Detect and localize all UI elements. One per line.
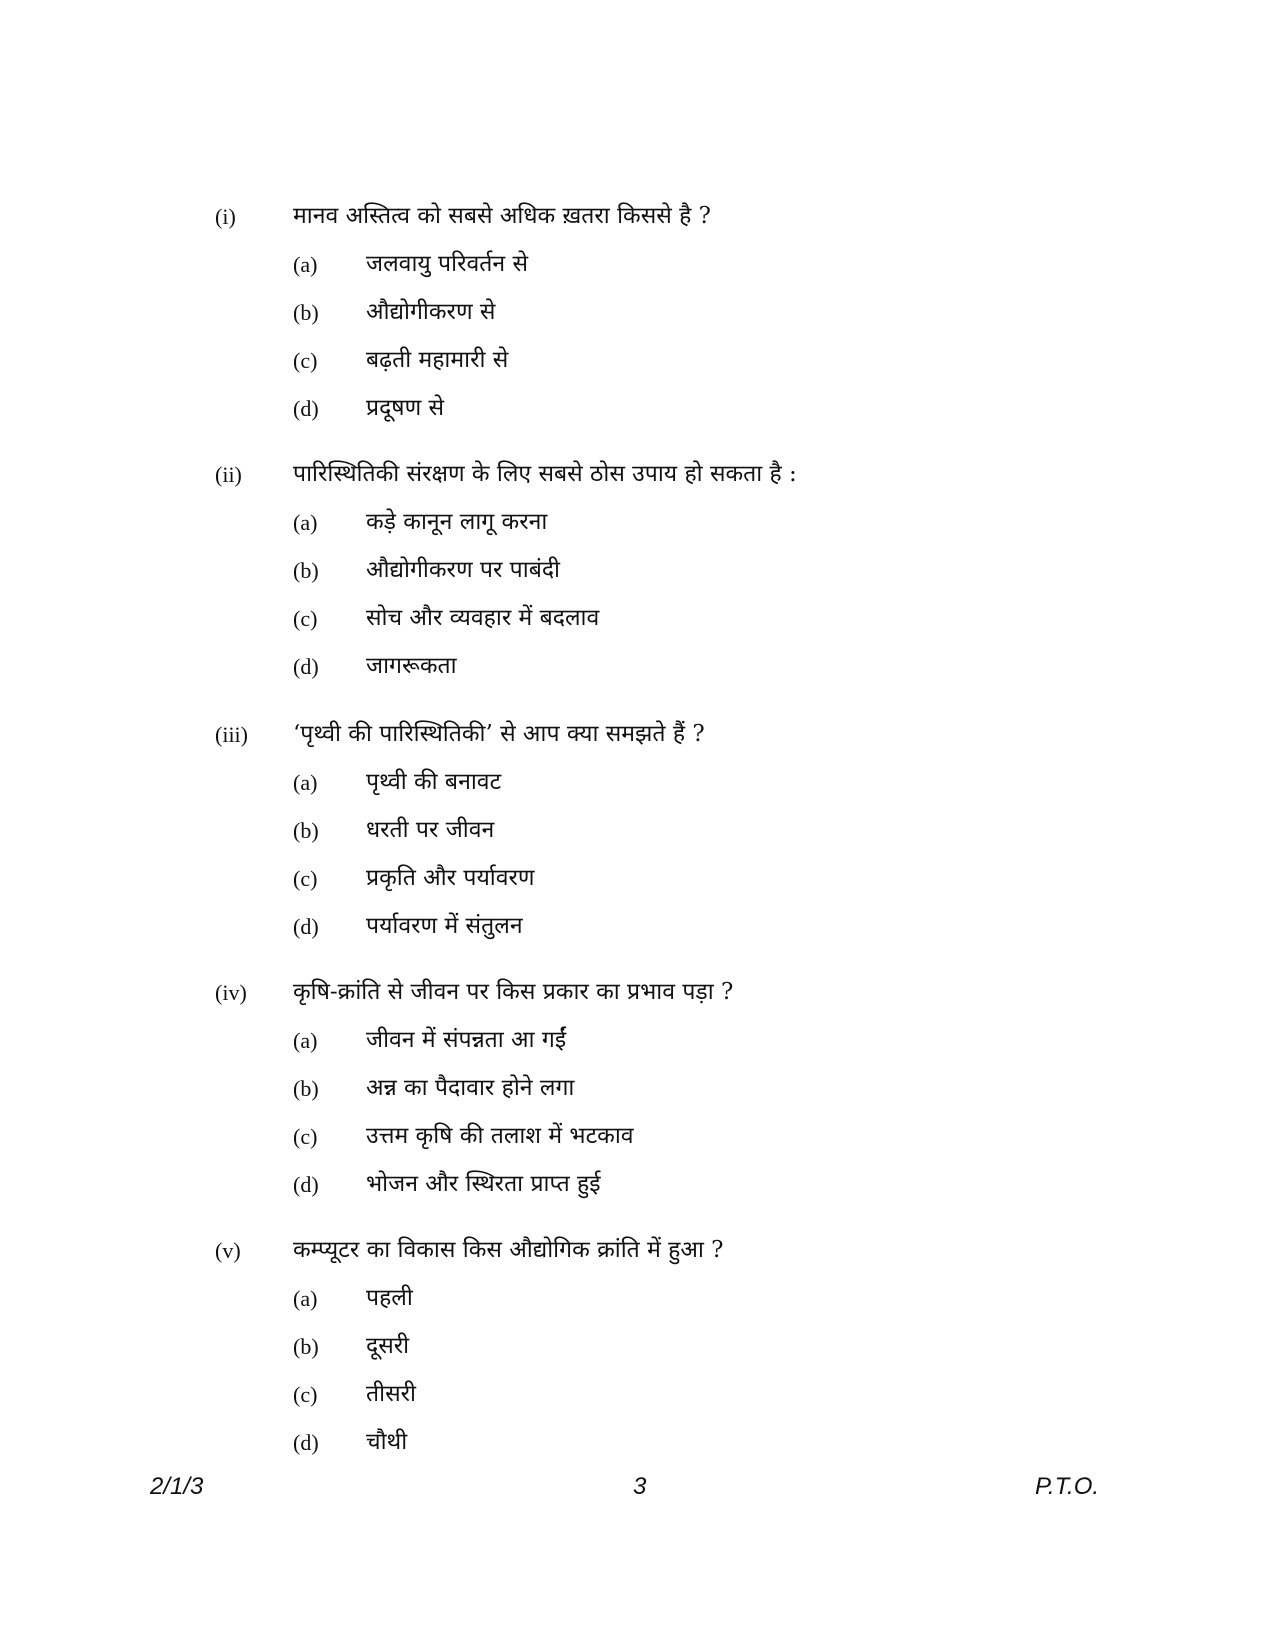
- option-text: औद्योगीकरण से: [366, 299, 496, 325]
- option-text: पृथ्वी की बनावट: [366, 769, 502, 795]
- question-number: (i): [215, 204, 236, 229]
- option-label: (d): [293, 1172, 319, 1197]
- option-text: पहली: [366, 1285, 413, 1311]
- question-number: (iii): [215, 722, 248, 747]
- option-text: कड़े कानून लागू करना: [366, 509, 548, 535]
- option-label: (b): [293, 300, 319, 325]
- option-label: (c): [293, 1124, 318, 1149]
- option-text: प्रकृति और पर्यावरण: [366, 865, 535, 891]
- option-label: (c): [293, 348, 318, 373]
- option-text: धरती पर जीवन: [366, 817, 495, 843]
- option-label: (a): [293, 1028, 318, 1053]
- option-label: (d): [293, 1430, 319, 1455]
- option-label: (b): [293, 558, 319, 583]
- option-label: (a): [293, 252, 318, 277]
- option-text: अन्न का पैदावार होने लगा: [366, 1075, 575, 1101]
- option-text: पर्यावरण में संतुलन: [366, 913, 523, 939]
- option-text: प्रदूषण से: [366, 395, 445, 421]
- option-text: भोजन और स्थिरता प्राप्त हुई: [366, 1171, 601, 1197]
- question-text: कृषि-क्रांति से जीवन पर किस प्रकार का प्रभाव पड़ा ?: [293, 979, 734, 1005]
- option-text: दूसरी: [366, 1333, 410, 1359]
- option-label: (b): [293, 1334, 319, 1359]
- option-label: (a): [293, 510, 318, 535]
- paper-code: 2/1/3: [150, 1473, 204, 1500]
- question-text: मानव अस्तित्व को सबसे अधिक ख़तरा किससे है ?: [293, 203, 711, 229]
- option-label: (d): [293, 654, 319, 679]
- option-text: चौथी: [366, 1429, 408, 1455]
- option-label: (d): [293, 914, 319, 939]
- option-text: जीवन में संपन्नता आ गईं: [366, 1027, 567, 1053]
- question-number: (iv): [215, 980, 247, 1005]
- option-text: बढ़ती महामारी से: [366, 347, 509, 373]
- option-label: (d): [293, 396, 319, 421]
- question-text: ‘पृथ्वी की पारिस्थितिकी’ से आप क्या समझते हैं ?: [293, 721, 705, 747]
- option-text: जलवायु परिवर्तन से: [366, 251, 529, 277]
- option-text: सोच और व्यवहार में बदलाव: [366, 605, 600, 631]
- option-label: (c): [293, 1382, 318, 1407]
- option-label: (a): [293, 1286, 318, 1311]
- option-label: (a): [293, 770, 318, 795]
- option-label: (b): [293, 1076, 319, 1101]
- question-text: कम्प्यूटर का विकास किस औद्योगिक क्रांति में हुआ ?: [293, 1237, 724, 1263]
- option-text: औद्योगीकरण पर पाबंदी: [366, 557, 560, 583]
- option-label: (c): [293, 606, 318, 631]
- option-label: (b): [293, 818, 319, 843]
- option-label: (c): [293, 866, 318, 891]
- option-text: उत्तम कृषि की तलाश में भटकाव: [366, 1123, 634, 1149]
- please-turn-over: P.T.O.: [1035, 1473, 1100, 1500]
- question-text: पारिस्थितिकी संरक्षण के लिए सबसे ठोस उपाय हो सकता है :: [293, 461, 797, 487]
- option-text: तीसरी: [366, 1381, 416, 1407]
- page-number: 3: [633, 1473, 647, 1500]
- question-number: (ii): [215, 462, 242, 487]
- option-text: जागरूकता: [366, 653, 457, 679]
- question-number: (v): [215, 1238, 241, 1263]
